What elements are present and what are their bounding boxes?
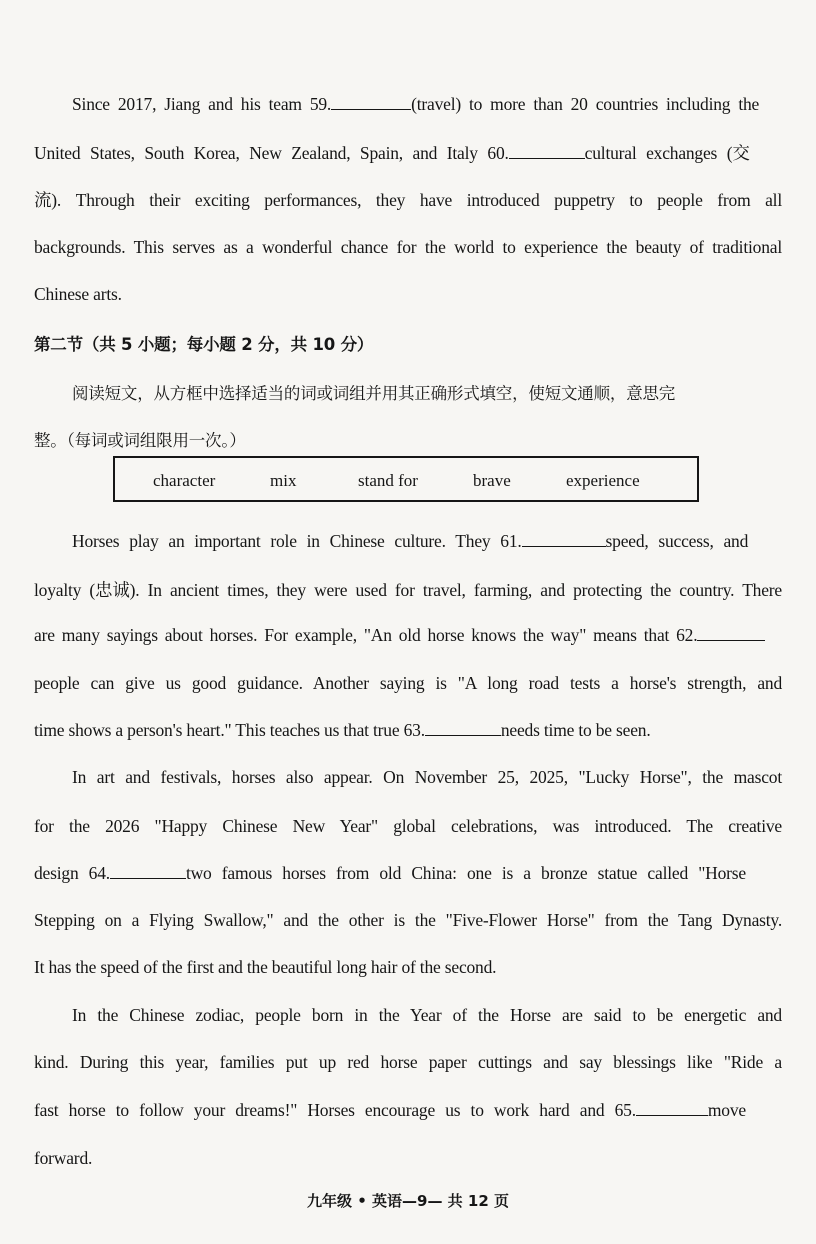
word-stand-for: stand for: [358, 471, 418, 490]
p4-line-2: kind. During this year, families put up red horse paper cuttings and say blessings like "Ride a: [34, 1052, 782, 1072]
blank-62: [697, 626, 765, 641]
p1-line-1: [72, 94, 782, 115]
section-heading: 第二节（共 5 小题；每小题 2 分，共 10 分）: [34, 335, 374, 354]
text: (travel) to more than 20 countries including the: [411, 94, 760, 114]
text: fast horse to follow your dreams!" Horses encourage us to work hard and 65.: [34, 1100, 636, 1120]
p1-line-4: backgrounds. This serves as a wonderful chance for the world to experience the beauty of traditional: [34, 237, 782, 257]
p3-line-2: for the 2026 "Happy Chinese New Year" global celebrations, was introduced. The creative: [34, 816, 782, 836]
word-experience: experience: [566, 471, 640, 490]
blank-63: [425, 721, 501, 736]
p3-line-4: Stepping on a Flying Swallow," and the other is the "Five-Flower Horse" from the Tang Dynasty.: [34, 910, 782, 930]
page-footer: 九年级 • 英语—9— 共 12 页: [306, 1192, 509, 1210]
text: Since 2017, Jiang and his team 59.: [72, 94, 332, 114]
word-mix: mix: [270, 471, 297, 490]
p4-line-3: [34, 1100, 782, 1121]
text: cultural exchanges (交: [584, 143, 750, 163]
blank-65: [636, 1101, 708, 1116]
blank-61: [522, 532, 606, 547]
text: design 64.: [34, 863, 110, 883]
text: time shows a person's heart." This teaches us that true 63.: [34, 720, 425, 740]
blank-59: [331, 95, 411, 110]
text: two famous horses from old China: one is a bronze statue called "Horse: [185, 863, 746, 883]
text: move: [707, 1100, 746, 1120]
text: speed, success, and: [605, 531, 749, 551]
text: needs time to be seen.: [500, 720, 651, 740]
p4-line-1: In the Chinese zodiac, people born in the Year of the Horse are said to be energetic and: [72, 1005, 782, 1025]
word-brave: brave: [473, 471, 511, 490]
p4-line-4: forward.: [34, 1148, 93, 1168]
instruction-line-1: 阅读短文，从方框中选择适当的词或词组并用其正确形式填空，使短文通顺，意思完: [72, 384, 676, 403]
p3-line-1: In art and festivals, horses also appear. On November 25, 2025, "Lucky Horse", the mascot: [72, 767, 782, 787]
blank-64: [110, 864, 186, 879]
p1-line-5: Chinese arts.: [34, 284, 122, 304]
p2-line-4: people can give us good guidance. Another saying is "A long road tests a horse's strength, and: [34, 673, 782, 693]
text: Horses play an important role in Chinese culture. They 61.: [72, 531, 522, 551]
word-bank-box: [113, 456, 699, 502]
p1-line-2: [34, 140, 782, 165]
text: United States, South Korea, New Zealand, Spain, and Italy 60.: [34, 143, 509, 163]
p2-line-5: [34, 720, 782, 741]
instruction-line-2: 整。（每词或词组限用一次。）: [34, 431, 246, 450]
word-character: character: [153, 471, 216, 490]
p2-line-2: loyalty (忠诚). In ancient times, they were used for travel, farming, and protecting the country. There: [34, 580, 782, 600]
text: are many sayings about horses. For example, "An old horse knows the way" means that 62.: [34, 625, 698, 645]
p1-line-3: 流). Through their exciting performances, they have introduced puppetry to people from all: [34, 190, 782, 210]
p2-line-3: [34, 625, 782, 646]
p2-line-1: [72, 531, 782, 552]
p3-line-5: It has the speed of the first and the beautiful long hair of the second.: [34, 957, 497, 977]
p3-line-3: [34, 863, 782, 884]
blank-60: [509, 144, 585, 159]
